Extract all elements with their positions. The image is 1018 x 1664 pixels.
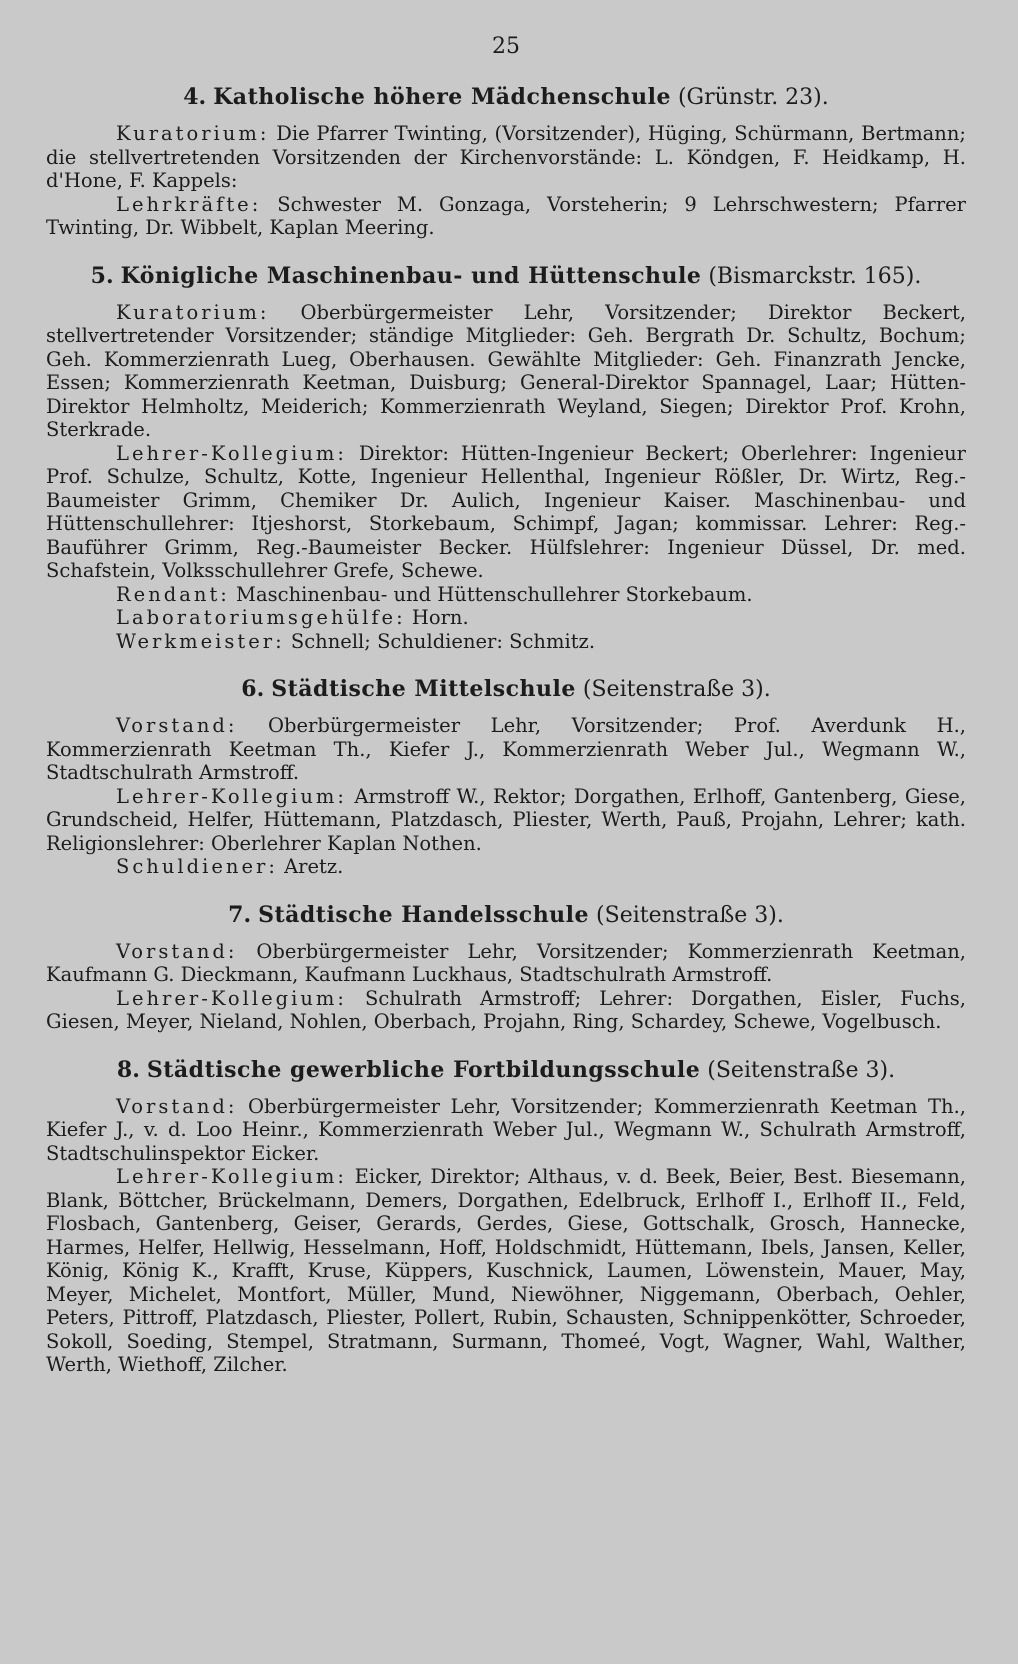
paragraph-label: Vorstand: bbox=[116, 939, 238, 963]
section-title: Städtische Mittelschule bbox=[271, 676, 576, 702]
section-heading bbox=[46, 83, 966, 112]
paragraph-label: Vorstand: bbox=[116, 1094, 238, 1118]
section-title: Königliche Maschinenbau- und Hüttenschule bbox=[120, 262, 702, 289]
paragraph-text: Maschinenbau- und Hüttenschullehrer Storkebaum. bbox=[229, 582, 753, 606]
paragraph-text: Eicker, Direktor; Althaus, v. d. Beek, Beier, Best. Biesemann, Blank, Böttcher, Brückelmann, Demers, Dorgathen, Edelbruck, Erlhoff I., Erlhoff II., Feld, Flosbach, Gantenberg, Geiser, Gerards, Gerdes, Giese, Gottschalk, Grosch, Hannecke, Harmes, Helfer, Hellwig, Hesselmann, Hoff, Holdschmidt, Hüttemann, Ibels, Jansen, Keller, König, König K., Krafft, Kruse, Küppers, Kuschnick, Laumen, Löwenstein, Mauer, May, Meyer, Michelet, Montfort, Müller, Mund, Niewöhner, Niggemann, Oberbach, Oehler, Peters, Pittroff, Platzdasch, Pliester, Pollert, Rubin, Schausten, Schnippenkötter, Schroeder, Sokoll, Soeding, Stempel, Stratmann, Surmann, Thomeé, Vogt, Wagner, Wahl, Walther, Werth, Wiethoff, Zilcher. bbox=[46, 1165, 966, 1376]
page-number: 25 bbox=[492, 34, 520, 59]
section-address: (Seitenstraße 3). bbox=[596, 902, 784, 928]
paragraph-label: Schuldiener: bbox=[116, 855, 278, 878]
section-address: (Seitenstraße 3). bbox=[707, 1057, 896, 1083]
section-8 bbox=[46, 1056, 966, 1377]
paragraph bbox=[46, 122, 966, 193]
paragraph-label: Laboratoriumsgehülfe: bbox=[116, 606, 406, 629]
paragraph bbox=[46, 987, 966, 1034]
section-number: 6. bbox=[241, 676, 265, 702]
section-title: Städtische Handelsschule bbox=[258, 901, 590, 928]
paragraph-text: Oberbürgermeister Lehr, Vorsitzender; Prof. Averdunk H., Kommerzienrath Keetman Th., Kiefer J., Kommerzienrath Weber Jul., Wegmann W., Stadtschulrath Armstroff. bbox=[46, 714, 966, 784]
paragraph-label: Lehrer-Kollegium: bbox=[116, 441, 347, 465]
paragraph bbox=[46, 606, 966, 630]
paragraph-text: Oberbürgermeister Lehr, Vorsitzender; Kommerzienrath Keetman Th., Kiefer J., v. d. Loo Heinr., Kommerzienrath Weber Jul., Wegmann W., Schulrath Armstroff, Stadtschulinspektor Eicker. bbox=[46, 1094, 966, 1165]
section-address: (Seitenstraße 3). bbox=[582, 677, 771, 702]
paragraph-text: Schwester M. Gonzaga, Vorsteherin; 9 Lehrschwestern; Pfarrer Twinting, Dr. Wibbelt, Kaplan Meering. bbox=[46, 192, 966, 239]
paragraph-label: Kuratorium: bbox=[116, 300, 270, 324]
paragraph-label: Werkmeister: bbox=[116, 629, 285, 653]
paragraph bbox=[46, 785, 966, 856]
paragraph-text: Horn. bbox=[405, 606, 469, 629]
section-6 bbox=[46, 675, 966, 879]
paragraph-label: Lehrer-Kollegium: bbox=[116, 784, 347, 808]
section-title: Katholische höhere Mädchenschule bbox=[213, 84, 671, 110]
paragraph-text: Armstroff W., Rektor; Dorgathen, Erlhoff, Gantenberg, Giese, Grundscheid, Helfer, Hüttemann, Platzdasch, Pliester, Werth, Pauß, Projahn, Lehrer; kath. Religionslehrer: Oberlehrer Kaplan Nothen. bbox=[46, 784, 966, 855]
section-address: (Grünstr. 23). bbox=[677, 85, 829, 110]
section-number: 4. bbox=[183, 84, 207, 110]
paragraph-text: Schulrath Armstroff; Lehrer: Dorgathen, Eisler, Fuchs, Giesen, Meyer, Nieland, Nohlen, Oberbach, Projahn, Ring, Schardey, Schewe, Vogelbusch. bbox=[46, 986, 966, 1033]
section-number: 5. bbox=[90, 262, 114, 289]
paragraph-text: Aretz. bbox=[277, 855, 344, 878]
section-4 bbox=[46, 83, 966, 240]
section-heading bbox=[46, 262, 966, 291]
section-5 bbox=[46, 262, 966, 654]
paragraph-label: Rendant: bbox=[116, 582, 230, 606]
paragraph-label: Vorstand: bbox=[116, 714, 238, 737]
paragraph bbox=[46, 1095, 966, 1166]
section-title: Städtische gewerbliche Fortbildungsschule bbox=[146, 1056, 701, 1083]
paragraph bbox=[46, 193, 966, 240]
paragraph-text: Oberbürgermeister Lehr, Vorsitzender; Kommerzienrath Keetman, Kaufmann G. Dieckmann, Kaufmann Luckhaus, Stadtschulrath Armstroff. bbox=[46, 939, 966, 986]
paragraph bbox=[46, 1165, 966, 1377]
paragraph-label: Kuratorium: bbox=[116, 122, 270, 145]
section-heading bbox=[46, 1056, 966, 1085]
section-number: 7. bbox=[228, 901, 252, 928]
section-7 bbox=[46, 901, 966, 1034]
paragraph-label: Lehrer-Kollegium: bbox=[116, 986, 347, 1010]
paragraph bbox=[46, 583, 966, 607]
paragraph bbox=[46, 714, 966, 785]
paragraph bbox=[46, 301, 966, 442]
paragraph bbox=[46, 940, 966, 987]
section-number: 8. bbox=[116, 1056, 140, 1083]
paragraph-text: Direktor: Hütten-Ingenieur Beckert; Oberlehrer: Ingenieur Prof. Schulze, Schultz, Kotte, Ingenieur Hellenthal, Ingenieur Rößler, Dr. Wirtz, Reg.-Baumeister Grimm, Chemiker Dr. Aulich, Ingenieur Kaiser. Maschinenbau- und Hüttenschullehrer: Itjeshorst, Storkebaum, Schimpf, Jagan; kommissar. Lehrer: Reg.-Bauführer Grimm, Reg.-Baumeister Becker. Hülfslehrer: Ingenieur Düssel, Dr. med. Schafstein, Volksschullehrer Grefe, Schewe. bbox=[46, 441, 966, 582]
section-heading bbox=[46, 901, 966, 930]
paragraph-text: Schnell; Schuldiener: Schmitz. bbox=[284, 629, 596, 653]
paragraph-text: Die Pfarrer Twinting, (Vorsitzender), Hüging, Schürmann, Bertmann; die stellvertretenden Vorsitzenden der Kirchenvorstände: L. Köndgen, F. Heidkamp, H. d'Hone, F. Kappels: bbox=[46, 122, 966, 192]
section-address: (Bismarckstr. 165). bbox=[708, 263, 922, 289]
paragraph-label: Lehrer-Kollegium: bbox=[116, 1165, 347, 1188]
section-heading bbox=[46, 675, 966, 704]
paragraph bbox=[46, 442, 966, 583]
paragraph bbox=[46, 630, 966, 654]
paragraph-text: Oberbürgermeister Lehr, Vorsitzender; Direktor Beckert, stellvertretender Vorsitzender; ständige Mitglieder: Geh. Bergrath Dr. Schultz, Bochum; Geh. Kommerzienrath Lueg, Oberhausen. Gewählte Mitglieder: Geh. Finanzrath Jencke, Essen; Kommerzienrath Keetman, Duisburg; General-Direktor Spannagel, Laar; Hütten-Direktor Helmholtz, Meiderich; Kommerzienrath Weyland, Siegen; Direktor Prof. Krohn, Sterkrade. bbox=[46, 300, 966, 441]
paragraph-label: Lehrkräfte: bbox=[116, 192, 262, 216]
paragraph bbox=[46, 855, 966, 879]
